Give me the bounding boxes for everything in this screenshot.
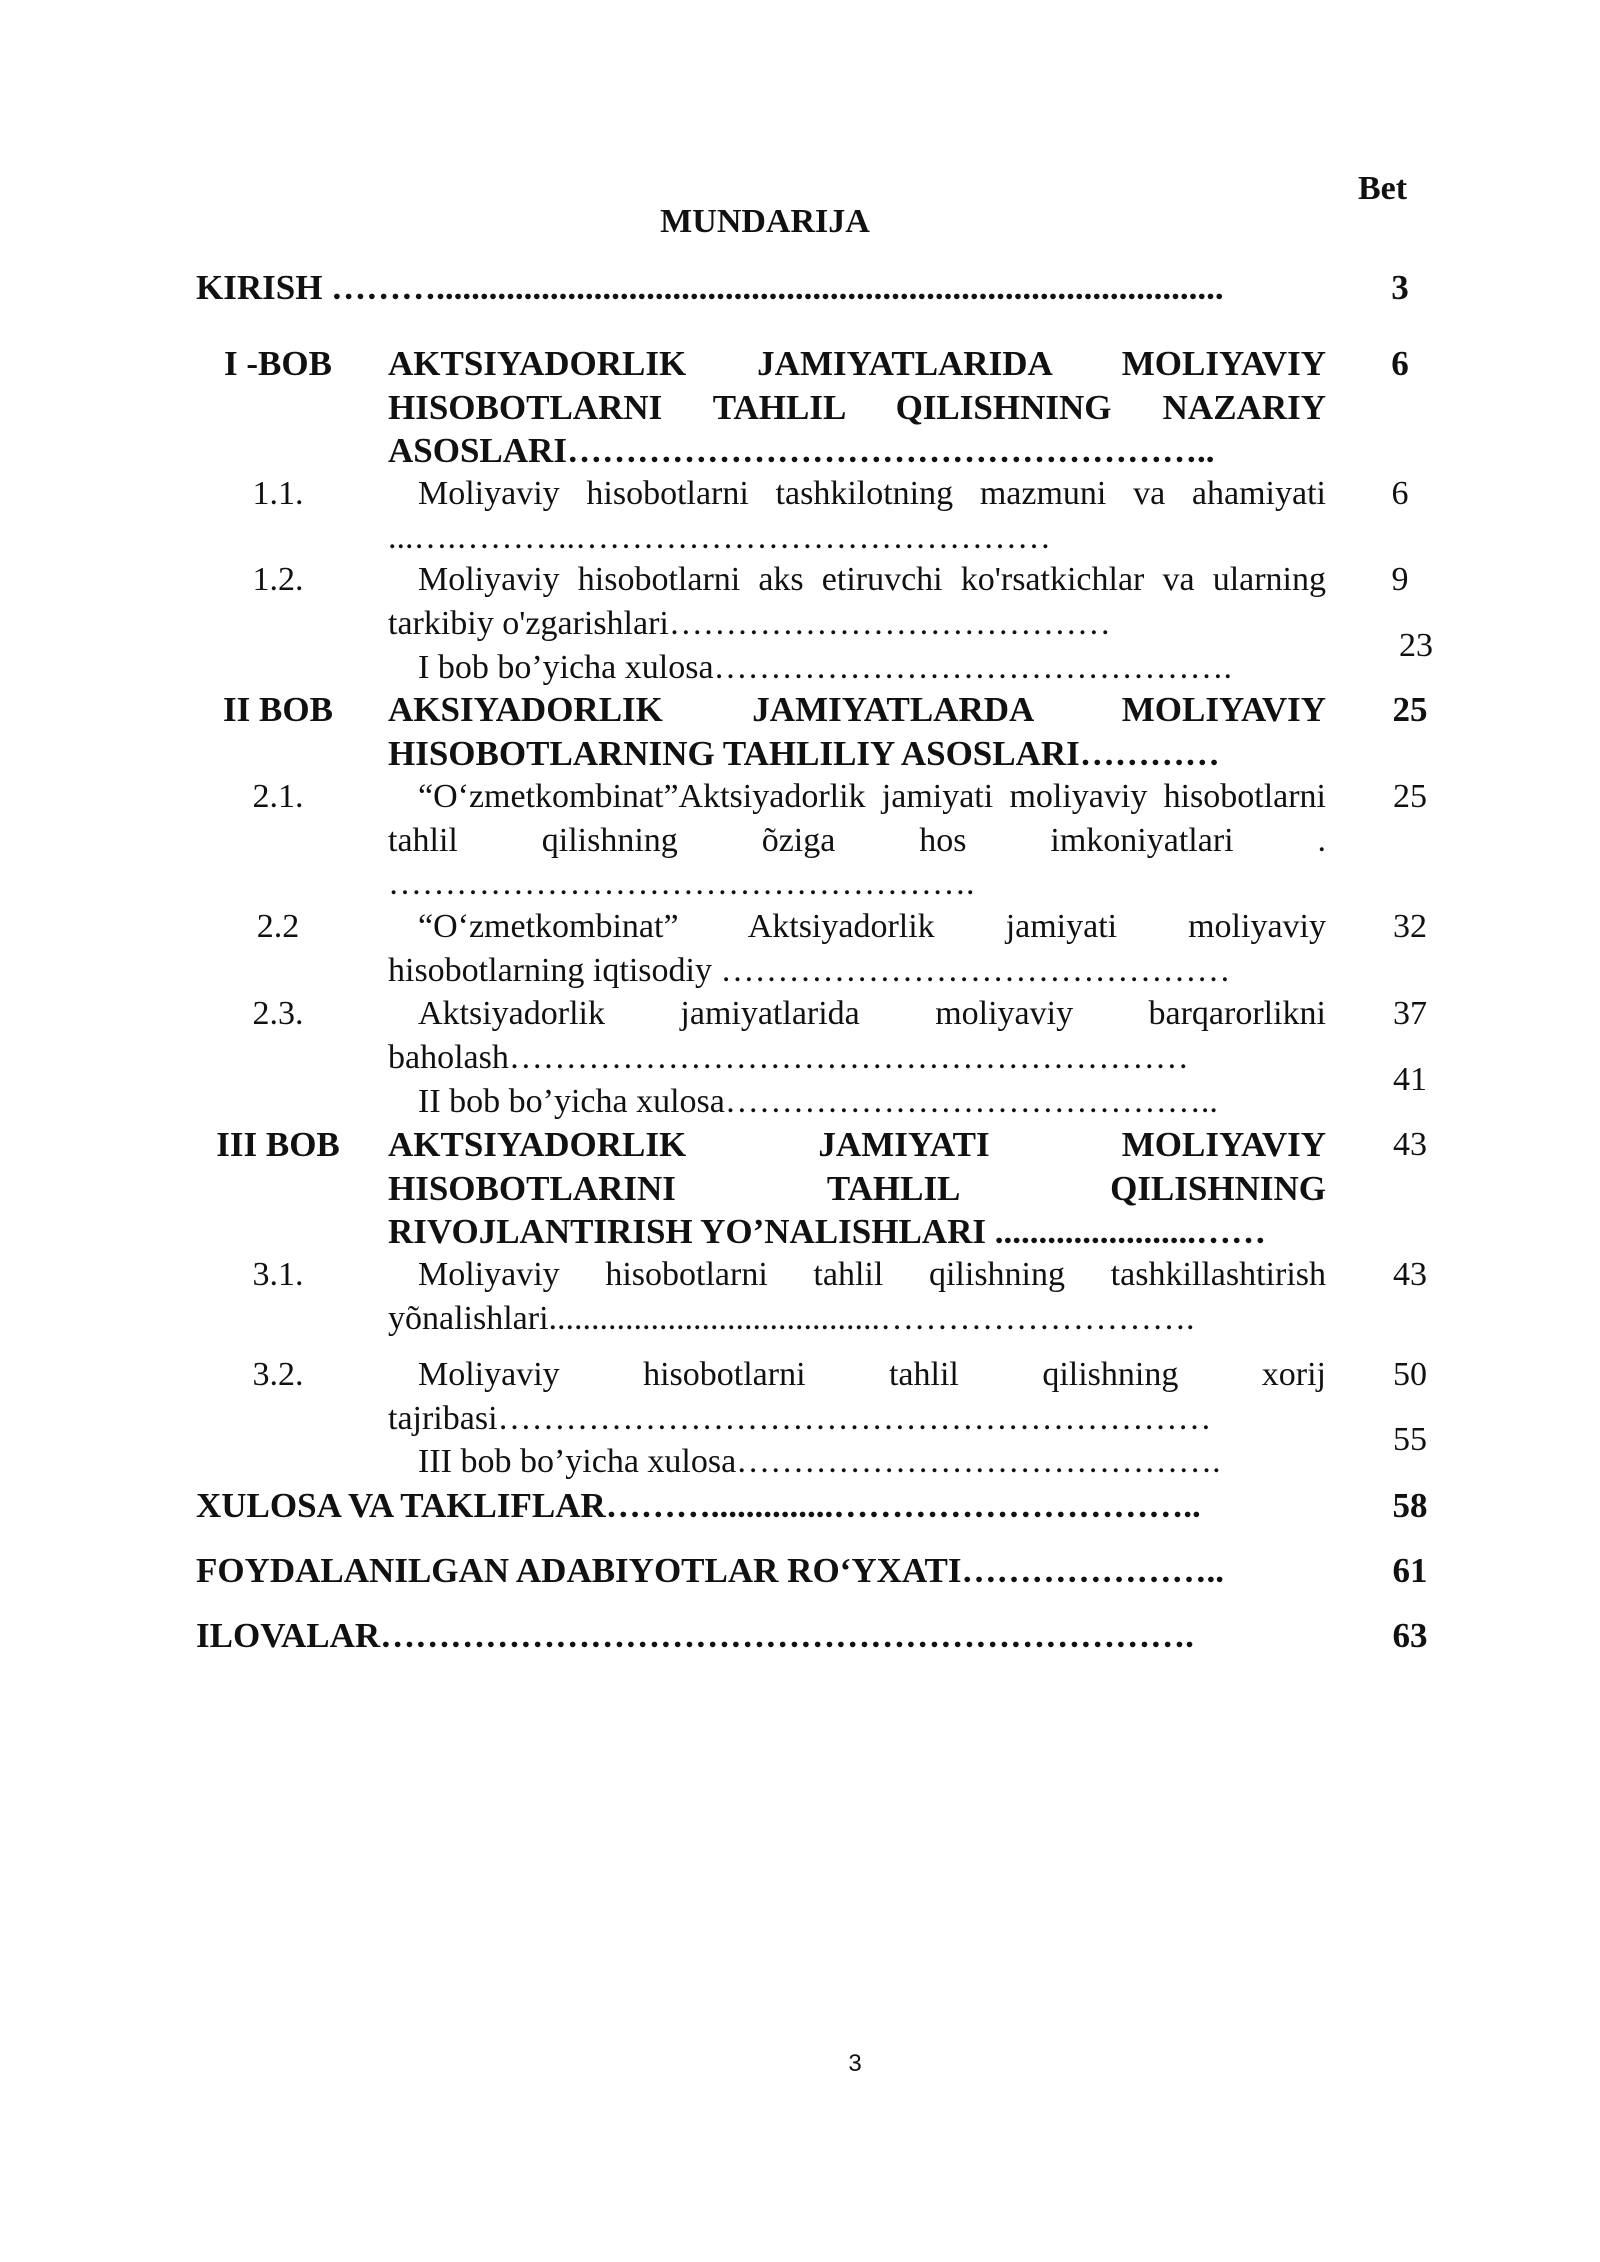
- page-number: 3: [848, 2050, 862, 2077]
- toc-page-s11: 6: [1391, 475, 1409, 512]
- toc-section-label-3-2: 3.2.: [252, 1356, 304, 1393]
- toc-page-ch2: 25: [1392, 690, 1428, 729]
- toc-entry-xulosa: XULOSA VA TAKLIFLAR………..............…………………………..: [196, 1486, 1201, 1525]
- toc-page-s22: 32: [1393, 908, 1427, 945]
- toc-page-s32: 50: [1393, 1356, 1427, 1393]
- toc-summary-3: III bob bo’yicha xulosa…………………………………….: [418, 1443, 1221, 1480]
- toc-section-label-3-1: 3.1.: [252, 1256, 304, 1293]
- toc-section-label-2-3: 2.3.: [252, 995, 304, 1032]
- toc-chapter-title-3: AKTSIYADORLIK JAMIYATI MOLIYAVIY HISOBOTLARINI TAHLIL QILISHNING RIVOJLANTIRISH YO’NALISHLARI .......................……: [388, 1125, 1326, 1251]
- toc-page-s12: 9: [1391, 561, 1409, 598]
- toc-chapter-label-2: II BOB: [223, 690, 333, 729]
- toc-page-sum2: 41: [1393, 1061, 1427, 1098]
- page-column-header: Bet: [1358, 170, 1408, 207]
- toc-page-xulosa: 58: [1392, 1486, 1428, 1525]
- toc-section-title-1-2: Moliyaviy hisobotlarni aks etiruvchi ko'rsatkichlar va ularning tarkibiy o'zgarishlari…………………………………: [388, 561, 1326, 642]
- toc-page-s23: 37: [1393, 995, 1427, 1032]
- toc-section-title-3-1: Moliyaviy hisobotlarni tahlil qilishning tashkillashtirish yõnalishlari.......................................……………………….: [388, 1256, 1326, 1337]
- toc-entry-kirish: KIRISH ………..........................................................................................: [196, 268, 1224, 307]
- page-title: MUNDARIJA: [660, 203, 870, 240]
- toc-page-ch1: 6: [1391, 344, 1409, 383]
- toc-summary-2: II bob bo’yicha xulosa……………………………………..: [418, 1083, 1218, 1120]
- toc-entry-adabiyotlar: FOYDALANILGAN ADABIYOTLAR RO‘YXATI…………………..: [196, 1551, 1225, 1590]
- toc-summary-1: I bob bo’yicha xulosa……………………………………….: [418, 649, 1233, 686]
- toc-section-title-2-1: “O‘zmetkombinat”Aktsiyadorlik jamiyati moliyaviy hisobotlarni tahlil qilishning õziga hos imkoniyatlari . …………………………………………….: [388, 778, 1326, 902]
- toc-page-s21: 25: [1393, 778, 1427, 815]
- toc-page-sum3: 55: [1393, 1421, 1427, 1458]
- toc-section-title-3-2: Moliyaviy hisobotlarni tahlil qilishning xorij tajribasi………………………………………………………: [388, 1356, 1326, 1437]
- toc-section-label-2-2: 2.2: [256, 908, 300, 945]
- toc-chapter-title-2: AKSIYADORLIK JAMIYATLARDA MOLIYAVIY HISOBOTLARNING TAHLILIY ASOSLARI…………: [388, 690, 1326, 773]
- toc-section-label-2-1: 2.1.: [252, 778, 304, 815]
- toc-section-title-2-3: Aktsiyadorlik jamiyatlarida moliyaviy barqarorlikni baholash……………………………………………………: [388, 995, 1326, 1076]
- toc-page-sum1: 23: [1399, 627, 1433, 664]
- toc-chapter-label-1: I -BOB: [224, 344, 332, 383]
- toc-chapter-label-3: III BOB: [216, 1125, 340, 1164]
- toc-page-kirish: 3: [1391, 268, 1409, 307]
- toc-entry-ilovalar: ILOVALAR…………………………………………………………….: [196, 1616, 1194, 1655]
- toc-page-s31: 43: [1393, 1256, 1427, 1293]
- toc-page-ch3: 43: [1393, 1126, 1427, 1163]
- toc-page-adabiyotlar: 61: [1392, 1551, 1428, 1590]
- toc-section-title-2-2: “O‘zmetkombinat” Aktsiyadorlik jamiyati moliyaviy hisobotlarning iqtisodiy ………………………………………: [388, 908, 1326, 989]
- toc-section-label-1-1: 1.1.: [252, 475, 304, 512]
- toc-section-title-1-1: Moliyaviy hisobotlarni tashkilotning mazmuni va ahamiyati ...….………..……………………………………: [388, 475, 1326, 556]
- toc-section-label-1-2: 1.2.: [252, 561, 304, 598]
- toc-page-ilovalar: 63: [1392, 1616, 1428, 1655]
- toc-chapter-title-1: AKTSIYADORLIK JAMIYATLARIDA MOLIYAVIY HISOBOTLARNI TAHLIL QILISHNING NAZARIY ASOSLARI………………………………………………..: [388, 344, 1326, 470]
